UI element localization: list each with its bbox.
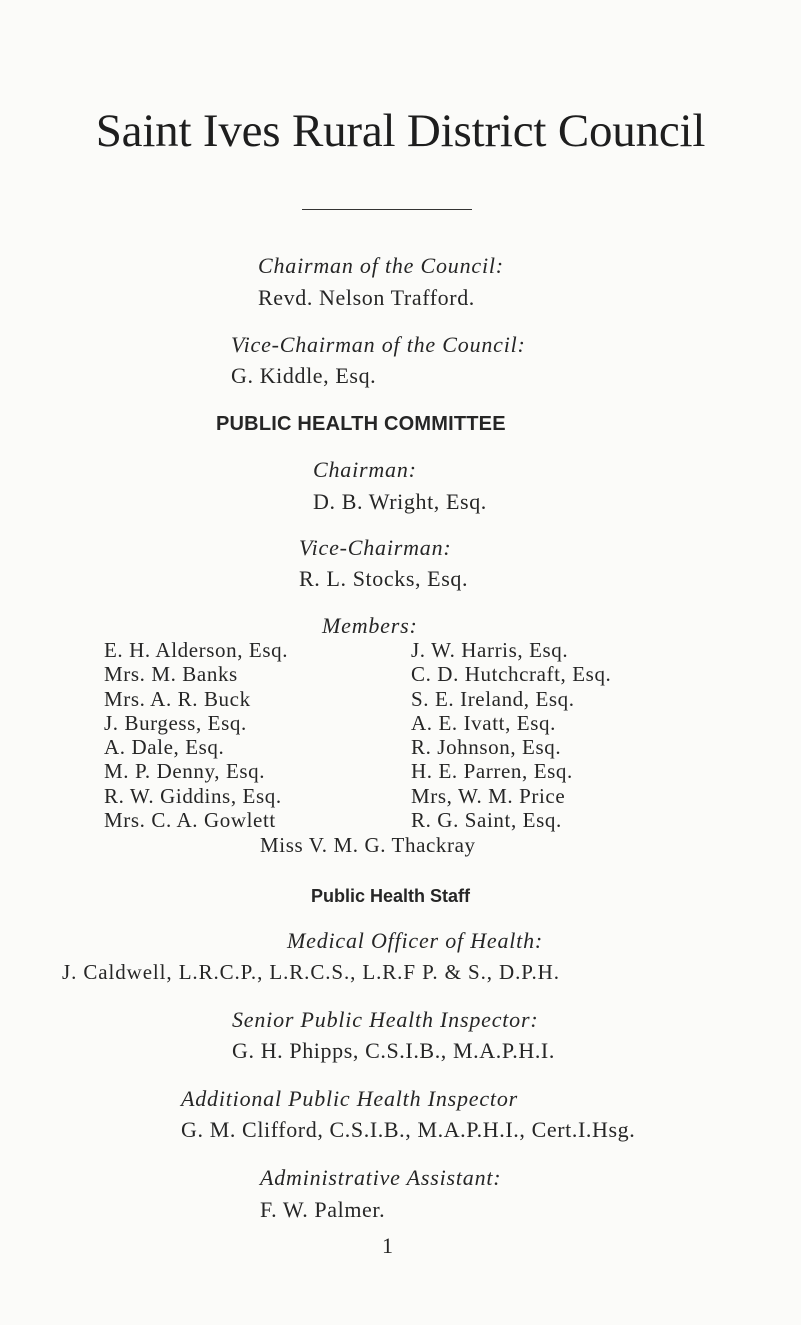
members-last: Miss V. M. G. Thackray — [260, 833, 476, 857]
list-item: A. Dale, Esq. — [104, 735, 225, 760]
list-item: Mrs. M. Banks — [104, 662, 238, 687]
committee-vice-chairman-name: R. L. Stocks, Esq. — [299, 566, 469, 591]
list-item: J. Burgess, Esq. — [104, 710, 247, 735]
members-left-column — [104, 638, 288, 832]
list-item: C. D. Hutchcraft, Esq. — [411, 662, 612, 687]
committee-heading: PUBLIC HEALTH COMMITTEE — [216, 413, 506, 435]
council-vice-chairman-name: G. Kiddle, Esq. — [231, 363, 377, 388]
admin-name: F. W. Palmer. — [260, 1197, 386, 1222]
staff-heading: Public Health Staff — [311, 886, 471, 906]
council-chairman-name: Revd. Nelson Trafford. — [258, 285, 475, 310]
members-label: Members: — [322, 613, 418, 638]
moh-name: J. Caldwell, L.R.C.P., L.R.C.S., L.R.F P. & S., D.P.H. — [62, 960, 560, 984]
list-item: A. E. Ivatt, Esq. — [411, 710, 556, 735]
title-divider — [302, 209, 472, 210]
list-item: R. Johnson, Esq. — [411, 735, 562, 760]
council-chairman-label: Chairman of the Council: — [258, 253, 504, 278]
council-vice-chairman-label: Vice-Chairman of the Council: — [231, 332, 526, 357]
page-number: 1 — [382, 1233, 394, 1258]
list-item: Mrs. A. R. Buck — [104, 686, 251, 711]
list-item: S. E. Ireland, Esq. — [411, 686, 575, 711]
list-item: M. P. Denny, Esq. — [104, 759, 266, 784]
aphi-name: G. M. Clifford, C.S.I.B., M.A.P.H.I., Cert.I.Hsg. — [181, 1117, 636, 1142]
list-item: E. H. Alderson, Esq. — [104, 638, 289, 662]
page-title: Saint Ives Rural District Council — [95, 105, 706, 157]
list-item: H. E. Parren, Esq. — [411, 759, 573, 784]
aphi-label: Additional Public Health Inspector — [181, 1086, 518, 1111]
moh-label: Medical Officer of Health: — [287, 928, 544, 953]
list-item: J. W. Harris, Esq. — [411, 638, 569, 662]
members-right-column — [411, 638, 611, 832]
list-item: Mrs. C. A. Gowlett — [104, 808, 276, 833]
list-item: Mrs, W. M. Price — [411, 783, 566, 808]
committee-chairman-label: Chairman: — [313, 457, 417, 482]
list-item: R. W. Giddins, Esq. — [104, 783, 282, 808]
committee-chairman-name: D. B. Wright, Esq. — [313, 489, 487, 514]
admin-label: Administrative Assistant: — [260, 1165, 502, 1190]
sphi-name: G. H. Phipps, C.S.I.B., M.A.P.H.I. — [232, 1038, 555, 1063]
sphi-label: Senior Public Health Inspector: — [232, 1007, 539, 1032]
committee-vice-chairman-label: Vice-Chairman: — [299, 535, 452, 560]
list-item: R. G. Saint, Esq. — [411, 808, 562, 833]
